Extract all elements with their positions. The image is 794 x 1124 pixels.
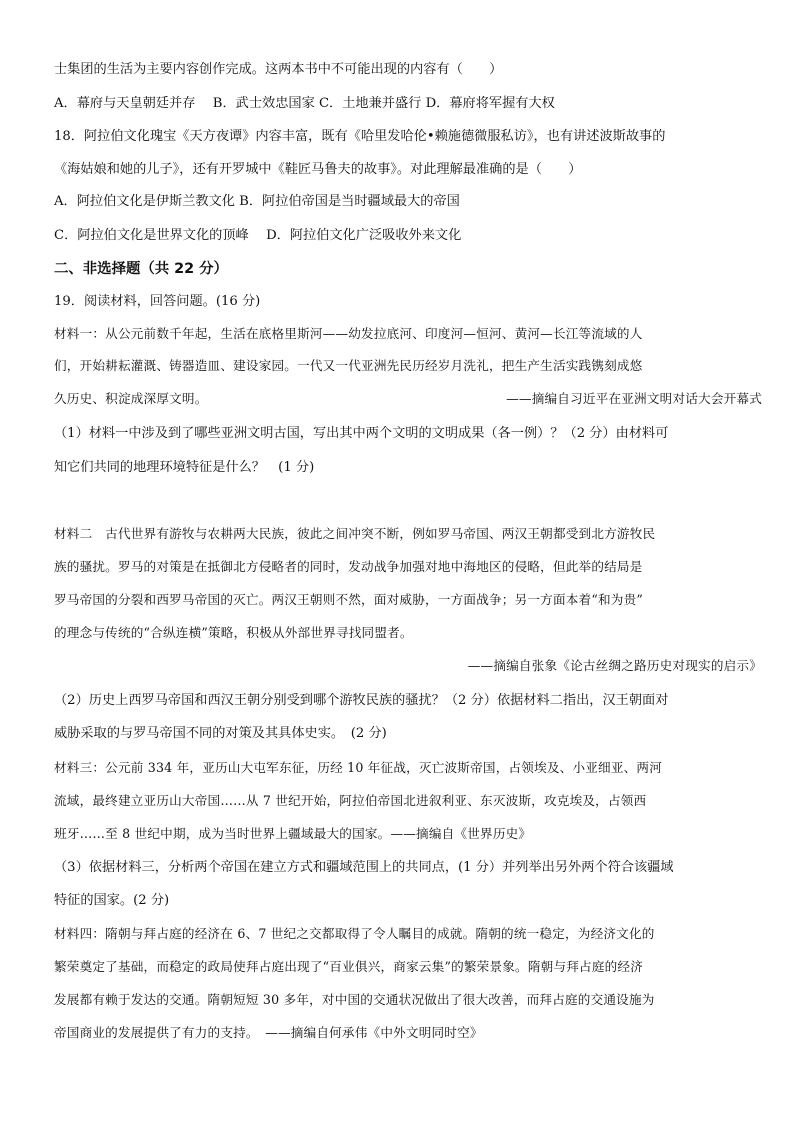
- material2-line: 材料二 古代世界有游牧与农耕两大民族，彼此之间冲突不断，例如罗马帝国、两汉王朝都受到北方游牧民: [54, 526, 656, 541]
- q18-options-line2: C．阿拉伯文化是世界文化的顶峰 D．阿拉伯文化广泛吸收外来文化: [54, 228, 462, 243]
- material1-line: 们，开始耕耘灌溉、铸器造皿、建设家园。一代又一代亚洲先民历经岁月洗礼，把生产生活实践镌刻成悠: [54, 358, 643, 373]
- q19-stem: 19．阅读材料，回答问题。(16 分): [54, 294, 261, 309]
- q18-stem-line2: 《海姑娘和她的儿子》，还有开罗城中《鞋匠马鲁夫的故事》。对此理解最准确的是（ ）: [54, 162, 582, 177]
- material2-line: 的理念与传统的“合纵连横”策略，积极从外部世界寻找同盟者。: [54, 625, 413, 640]
- material1-line: 材料一：从公元前数千年起，生活在底格里斯河——幼发拉底河、印度河—恒河、黄河—长江等流域的人: [54, 326, 643, 341]
- subquestion1-line2: 知它们共同的地理环境特征是什么？ (1 分): [54, 460, 315, 475]
- material4-line: 发展都有赖于发达的交通。隋朝短短 30 多年，对中国的交通状况做出了很大改善，而拜占庭的交通设施为: [54, 992, 655, 1007]
- subquestion2-line2: 威胁采取的与罗马帝国不同的对策及其具体史实。 (2 分): [54, 726, 387, 741]
- q17-stem-tail: 士集团的生活为主要内容创作完成。这两本书中不可能出现的内容有（ ）: [54, 62, 503, 77]
- q18-options-line1: A．阿拉伯文化是伊斯兰教文化 B．阿拉伯帝国是当时疆域最大的帝国: [54, 194, 460, 209]
- material4-line: 繁荣奠定了基础，而稳定的政局使拜占庭出现了“百业俱兴，商家云集”的繁荣景象。隋朝与拜占庭的经济: [54, 959, 643, 974]
- section-heading: 二、非选择题（共 22 分）: [54, 261, 228, 277]
- material3-line: 材料三：公元前 334 年，亚历山大屯军东征，历经 10 年征战，灭亡波斯帝国，占领埃及、小亚细亚、两河: [54, 760, 663, 775]
- subquestion3-line2: 特征的国家。(2 分): [54, 893, 170, 908]
- subquestion1-line1: （1）材料一中涉及到了哪些亚洲文明古国，写出其中两个文明的文明成果（各一例）？（2 分）由材料可: [54, 426, 669, 441]
- material1-source: ——摘编自习近平在亚洲文明对话大会开幕式: [506, 391, 762, 406]
- material3-line: 流域，最终建立亚历山大帝国……从 7 世纪开始，阿拉伯帝国北进叙利亚、东灭波斯，攻克埃及，占领西: [54, 793, 647, 808]
- material4-line: 帝国商业的发展提供了有力的支持。 ——摘编自何承伟《中外文明同时空》: [54, 1025, 483, 1040]
- material4-line: 材料四：隋朝与拜占庭的经济在 6、7 世纪之交都取得了令人瞩目的成就。隋朝的统一稳定，为经济文化的: [54, 926, 655, 941]
- material3-line: 班牙……至 8 世纪中期，成为当时世界上疆域最大的国家。——摘编自《世界历史》: [54, 826, 532, 841]
- material2-line: 族的骚扰。罗马的对策是在抵御北方侵略者的同时，发动战争加强对地中海地区的侵略，但此举的结局是: [54, 559, 643, 574]
- q17-options: A．幕府与天皇朝廷并存 B．武士效忠国家 C．土地兼并盛行 D．幕府将军握有大权: [54, 96, 555, 111]
- material1-line: 久历史、积淀成深厚文明。: [54, 391, 208, 406]
- q18-stem-line1: 18．阿拉伯文化瑰宝《天方夜谭》内容丰富，既有《哈里发哈伦•赖施德微服私访》，也有讲述波斯故事的: [54, 129, 666, 144]
- subquestion3-line1: （3）依据材料三，分析两个帝国在建立方式和疆域范围上的共同点，(1 分）并列举出另外两个符合该疆域: [54, 860, 674, 875]
- material2-line: 罗马帝国的分裂和西罗马帝国的灭亡。两汉王朝则不然，面对威胁，一方面战争；另一方面本着“和为贵”: [54, 592, 643, 607]
- material2-source: ——摘编自张象《论古丝绸之路历史对现实的启示》: [467, 658, 762, 673]
- subquestion2-line1: （2）历史上西罗马帝国和西汉王朝分别受到哪个游牧民族的骚扰？（2 分）依据材料二指出，汉王朝面对: [54, 693, 669, 708]
